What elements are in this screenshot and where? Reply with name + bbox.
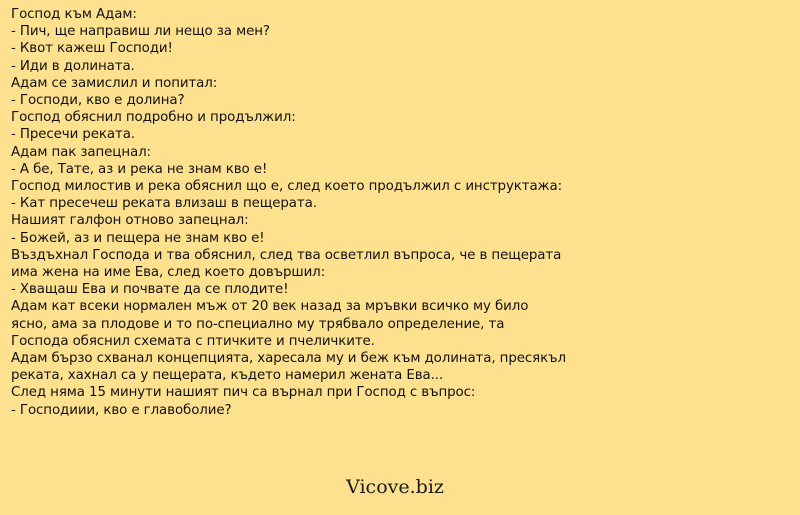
site-watermark: Vicove.biz [346, 476, 444, 498]
joke-line: Адам кат всеки нормален мъж от 20 век назад за мръвки всичко му било [11, 299, 529, 315]
joke-line: - Кат пресечеш реката влизаш в пещерата. [11, 196, 317, 212]
joke-line: - Квот кажеш Господи! [11, 41, 173, 57]
joke-line: Господ обяснил подробно и продължил: [11, 110, 296, 126]
joke-line: Адам пак запецнал: [11, 144, 151, 160]
joke-line: - Хващаш Ева и почвате да се плодите! [11, 282, 289, 298]
joke-line: реката, хахнал са у пещерата, където намерил жената Ева... [11, 368, 444, 384]
joke-line: - А бе, Тате, аз и река не знам кво е! [11, 161, 268, 177]
joke-line: има жена на име Ева, след което довършил: [11, 265, 326, 281]
joke-line: Нашият галфон отново запецнал: [11, 213, 249, 229]
joke-line: ясно, ама за плодове и то по-специално му трябвало определение, та [11, 316, 505, 332]
joke-line: Адам се замислил и попитал: [11, 75, 218, 91]
joke-line: - Божей, аз и пещера не знам кво е! [11, 230, 265, 246]
joke-line: Въздъхнал Господа и тва обяснил, след тва осветлил въпроса, че в пещерата [11, 247, 562, 263]
joke-line: Господа обяснил схемата с птичките и пчеличките. [11, 333, 375, 349]
joke-line: - Пресечи реката. [11, 127, 135, 143]
joke-text [11, 6, 791, 419]
joke-line: След няма 15 минути нашият пич са върнал при Господ с въпрос: [11, 385, 476, 401]
joke-line: Господ милостив и река обяснил що е, след което продължил с инструктажа: [11, 179, 563, 195]
joke-line: - Иди в долината. [11, 58, 135, 74]
joke-line: Адам бързо схванал концепцията, харесала му и беж към долината, пресякъл [11, 351, 566, 367]
joke-line: - Господи, кво е долина? [11, 93, 185, 109]
joke-line: - Пич, ще направиш ли нещо за мен? [11, 24, 270, 40]
joke-line: Господ към Адам: [11, 7, 137, 22]
joke-line: - Господиии, кво е главоболие? [11, 402, 232, 418]
